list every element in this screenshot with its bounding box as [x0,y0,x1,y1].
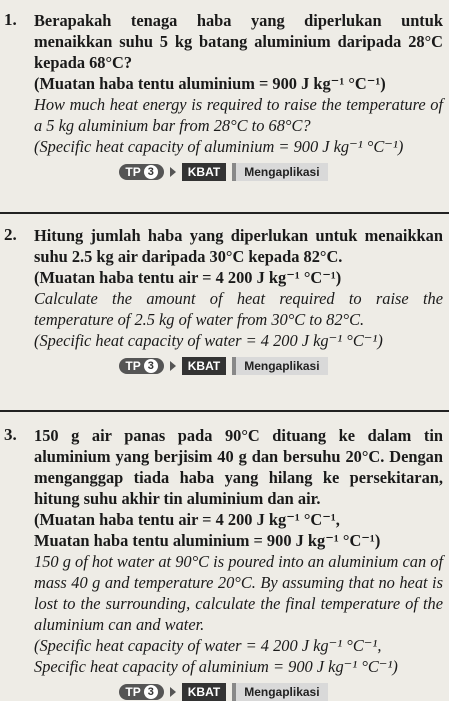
arrow-icon [170,361,176,371]
divider [0,212,449,214]
kbat-badge: KBAT [182,683,226,701]
constant-note-malay-1: (Muatan haba tentu air = 4 200 J kg⁻¹ °C⁻¹, [34,510,340,529]
question-text-malay: Berapakah tenaga haba yang diperlukan untuk menaikkan suhu 5 kg batang aluminium daripada 28°C kepada 68°C? [34,11,443,72]
question-number: 1. [4,10,17,29]
question-text-malay: Hitung jumlah haba yang diperlukan untuk menaikkan suhu 2.5 kg air daripada 30°C kepada 82°C. [34,226,443,266]
category-badge: Mengaplikasi [232,683,327,701]
question-tags [4,163,443,181]
constant-note-english: (Specific heat capacity of water = 4 200 J kg⁻¹ °C⁻¹) [34,331,383,350]
question-text-english: How much heat energy is required to raise the temperature of a 5 kg aluminium bar from 28°C to 68°C? [34,95,443,135]
question-tags [4,357,443,375]
category-badge: Mengaplikasi [232,163,327,181]
kbat-badge: KBAT [182,163,226,181]
category-badge: Mengaplikasi [232,357,327,375]
constant-note-malay: (Muatan haba tentu aluminium = 900 J kg⁻¹ °C⁻¹) [34,74,386,93]
question-number: 2. [4,225,17,244]
question-tags [4,683,443,701]
divider [0,410,449,412]
arrow-icon [170,687,176,697]
tp-level: 3 [144,359,158,373]
question-text-english: 150 g of hot water at 90°C is poured into an aluminium can of mass 40 g and temperature 20°C. By assuming that no heat is lost to the surrounding, calculate the final temperature of the aluminium can and water. [34,552,443,634]
question-1 [4,10,443,181]
kbat-badge: KBAT [182,357,226,375]
constant-note-malay-2: Muatan haba tentu aluminium = 900 J kg⁻¹ °C⁻¹) [34,531,381,550]
tp-level: 3 [144,165,158,179]
question-text-english: Calculate the amount of heat required to raise the temperature of 2.5 kg of water from 30°C to 82°C. [34,289,443,329]
tp-badge: TP 3 [119,164,163,180]
constant-note-english: (Specific heat capacity of aluminium = 900 J kg⁻¹ °C⁻¹) [34,137,404,156]
constant-note-english-2: Specific heat capacity of aluminium = 900 J kg⁻¹ °C⁻¹) [34,657,398,676]
tp-level: 3 [144,685,158,699]
arrow-icon [170,167,176,177]
tp-badge: TP 3 [119,684,163,700]
question-3 [4,425,443,701]
tp-badge: TP 3 [119,358,163,374]
question-number: 3. [4,425,17,444]
constant-note-english-1: (Specific heat capacity of water = 4 200 J kg⁻¹ °C⁻¹, [34,636,382,655]
question-text-malay: 150 g air panas pada 90°C dituang ke dalam tin aluminium yang berjisim 40 g dan bersuhu 20°C. Dengan menganggap tiada haba yang hilang ke persekitaran, hitung suhu akhir tin aluminium dan air. [34,426,443,508]
question-2 [4,225,443,375]
constant-note-malay: (Muatan haba tentu air = 4 200 J kg⁻¹ °C⁻¹) [34,268,342,287]
